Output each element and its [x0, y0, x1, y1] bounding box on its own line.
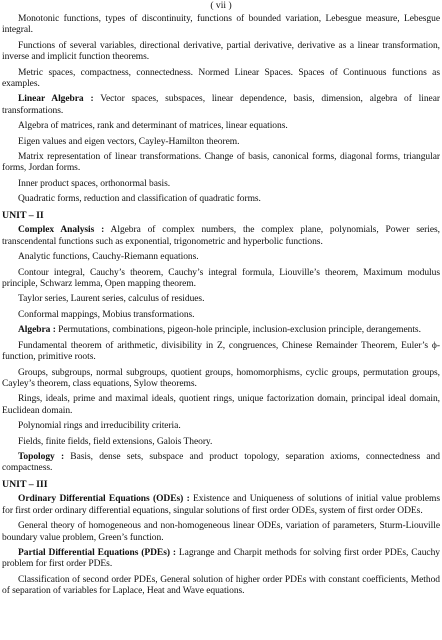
topic-heading: Partial Differential Equations (PDEs) :: [18, 548, 176, 558]
paragraph-text: Eigen values and eigen vectors, Cayley-Hamilton theorem.: [18, 136, 240, 147]
syllabus-paragraph: [2, 521, 440, 544]
paragraph-text: Conformal mappings, Mobius transformations.: [18, 309, 195, 320]
paragraph-text: Analytic functions, Cauchy-Riemann equations.: [18, 252, 199, 263]
paragraph-text: Algebra of matrices, rank and determinant of matrices, linear equations.: [18, 121, 288, 132]
paragraph-text: Permutations, combinations, pigeon-hole principle, inclusion-exclusion principle, derangements.: [55, 325, 421, 336]
paragraph-text: Classification of second order PDEs, General solution of higher order PDEs with constant coefficients, Method of separation of variables for Laplace, Heat and Wave equations.: [2, 574, 440, 597]
syllabus-paragraph: [2, 194, 440, 205]
unit-3-content: [2, 494, 440, 597]
syllabus-paragraph: [2, 152, 440, 175]
syllabus-paragraph: [2, 68, 440, 91]
paragraph-text: Contour integral, Cauchy’s theorem, Cauchy’s integral formula, Liouville’s theorem, Maximum modulus principle, Schwarz lemma, Open mapping theorem.: [2, 267, 440, 289]
syllabus-paragraph: [2, 548, 440, 571]
paragraph-text: Groups, subgroups, normal subgroups, quotient groups, homomorphisms, cyclic groups, permutation groups, Cayley’s theorem, class equations, Sylow theorems.: [2, 367, 440, 389]
syllabus-paragraph: [2, 575, 440, 598]
paragraph-text: Fundamental theorem of arithmetic, divisibility in Z, congruences, Chinese Remainder Theorem, Euler’s ϕ- function, primitive roots.: [2, 340, 440, 363]
paragraph-text: Inner product spaces, orthonormal basis.: [18, 178, 171, 189]
paragraph-text: Lagrange and Charpit methods for solving first order PDEs, Cauchy problem for first order PDEs.: [2, 548, 440, 570]
syllabus-paragraph: [2, 121, 440, 132]
syllabus-paragraph: [2, 137, 440, 148]
paragraph-text: Vector spaces, subspaces, linear dependence, basis, dimension, algebra of linear transformations.: [2, 94, 440, 116]
syllabus-paragraph: [2, 294, 440, 305]
syllabus-paragraph: [2, 14, 440, 37]
syllabus-paragraph: [2, 494, 440, 517]
unit-1-continued: [2, 14, 440, 206]
paragraph-text: General theory of homogeneous and non-homogeneous linear ODEs, variation of parameters, Sturm-Liouville boundary value problem, Green’s function.: [2, 521, 440, 543]
topic-heading: Topology :: [18, 452, 65, 463]
paragraph-text: Basis, dense sets, subspace and product topology, separation axioms, connectedness and compactness.: [2, 452, 440, 474]
unit-2-heading: UNIT – II: [2, 209, 44, 221]
syllabus-paragraph: [2, 268, 440, 291]
syllabus-paragraph: [2, 452, 440, 475]
paragraph-text: Metric spaces, compactness, connectedness. Normed Linear Spaces. Spaces of Continuous functions as examples.: [2, 67, 440, 89]
unit-2-content: [2, 225, 440, 474]
topic-heading: Complex Analysis :: [18, 225, 105, 236]
syllabus-paragraph: [2, 94, 440, 117]
syllabus-paragraph: [2, 421, 440, 432]
paragraph-text: Polynomial rings and irreducibility criteria.: [18, 421, 181, 432]
topic-heading: Linear Algebra :: [18, 94, 94, 105]
syllabus-paragraph: [2, 394, 440, 417]
topic-heading: Ordinary Differential Equations (ODEs) :: [18, 494, 190, 505]
paragraph-text: Quadratic forms, reduction and classification of quadratic forms.: [18, 194, 261, 205]
syllabus-paragraph: [2, 41, 440, 64]
paragraph-text: Rings, ideals, prime and maximal ideals, quotient rings, unique factorization domain, principal ideal domain, Euclidean domain.: [2, 394, 440, 416]
paragraph-text: Fields, finite fields, field extensions, Galois Theory.: [18, 436, 213, 447]
syllabus-paragraph: [2, 310, 440, 321]
syllabus-paragraph: [2, 437, 440, 448]
syllabus-paragraph: [2, 341, 440, 364]
syllabus-paragraph: [2, 368, 440, 391]
paragraph-text: Taylor series, Laurent series, calculus of residues.: [18, 294, 205, 305]
paragraph-text: Functions of several variables, directional derivative, partial derivative, derivative as a linear transformation, inverse and implicit function theorems.: [2, 40, 440, 63]
syllabus-paragraph: [2, 252, 440, 263]
syllabus-paragraph: [2, 225, 440, 248]
syllabus-paragraph: [2, 179, 440, 190]
paragraph-text: Existence and Uniqueness of solutions of initial value problems for first order ordinary differential equations, singular solutions of first order ODEs, system of first order ODEs.: [2, 494, 440, 516]
paragraph-text: Algebra of complex numbers, the complex plane, polynomials, Power series, transcendental functions such as exponential, trigonometric and hyperbolic functions.: [2, 225, 440, 247]
paragraph-text: Monotonic functions, types of discontinuity, functions of bounded variation, Lebesgue measure, Lebesgue integral.: [2, 14, 440, 36]
unit-3-heading: UNIT – III: [2, 478, 48, 490]
page-number: ( vii ): [210, 0, 232, 11]
topic-heading: Algebra :: [18, 325, 56, 336]
paragraph-text: Matrix representation of linear transformations. Change of basis, canonical forms, diagonal forms, triangular forms, Jordan forms.: [2, 152, 440, 174]
syllabus-paragraph: [2, 325, 440, 336]
